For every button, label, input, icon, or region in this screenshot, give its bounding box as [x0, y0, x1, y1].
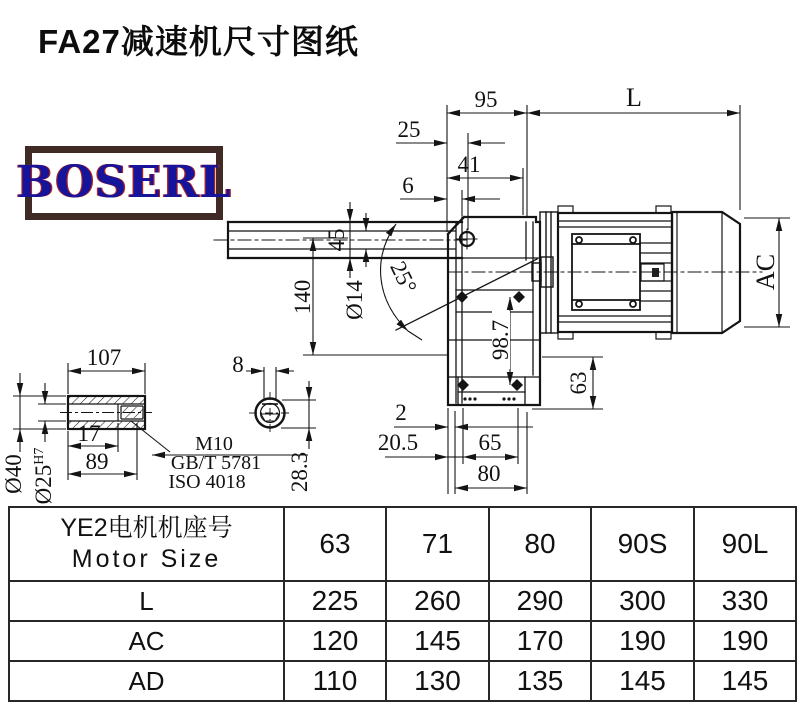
dim-L-label: L — [626, 83, 642, 112]
dim-65-label: 65 — [478, 430, 502, 455]
table-cell: 260 — [386, 581, 489, 621]
hollow-shaft-detail — [60, 396, 152, 429]
table-cell: 130 — [386, 661, 489, 701]
table-cell: 145 — [386, 621, 489, 661]
table-row-AC — [9, 621, 796, 661]
table-cell: 145 — [694, 661, 796, 701]
table-cell: 225 — [284, 581, 386, 621]
frame-size-90S: 90S — [591, 507, 694, 581]
table-cell: 290 — [489, 581, 591, 621]
table-cell: 110 — [284, 661, 386, 701]
dim-28-3-label: 28.3 — [287, 451, 313, 493]
dim-41-label: 41 — [457, 152, 481, 177]
table-cell: 170 — [489, 621, 591, 661]
dim-dia40-label: Ø40 — [1, 454, 27, 494]
dim-6-label: 6 — [402, 173, 414, 198]
dim-140-label: 140 — [290, 279, 316, 315]
table-row-L — [9, 581, 796, 621]
motor-size-header-cell — [9, 507, 284, 581]
thread-callout-label: M10 — [195, 433, 233, 455]
frame-size-90L: 90L — [694, 507, 796, 581]
dim-95-label: 95 — [474, 87, 498, 112]
dim-89-label: 89 — [85, 449, 109, 474]
frame-size-63: 63 — [284, 507, 386, 581]
table-cell: 120 — [284, 621, 386, 661]
table-cell: 330 — [694, 581, 796, 621]
table-cell: 145 — [591, 661, 694, 701]
dim-107-label: 107 — [86, 345, 122, 370]
page-title: FA27减速机尺寸图纸 — [38, 23, 359, 60]
standard-gbt-label: GB/T 5781 — [170, 452, 262, 474]
motor-size-table — [8, 506, 797, 702]
dim-AC-label: AC — [751, 253, 781, 291]
table-cell: 300 — [591, 581, 694, 621]
table-cell: 135 — [489, 661, 591, 701]
technical-drawing — [0, 80, 800, 506]
standard-iso-label: ISO 4018 — [168, 471, 246, 493]
dim-80-label: 80 — [477, 461, 501, 486]
row-label-L: L — [9, 581, 284, 621]
row-label-AD: AD — [9, 661, 284, 701]
row-label-AC: AC — [9, 621, 284, 661]
dim-2-label: 2 — [395, 400, 407, 425]
dim-63-label: 63 — [566, 371, 592, 395]
table-row-AD — [9, 661, 796, 701]
dim-25-label: 25 — [397, 117, 421, 142]
dim-dia14-label: Ø14 — [342, 280, 368, 320]
dim-20-5-label: 20.5 — [377, 430, 419, 455]
dim-dia25-label: $Ø25^{H7}$ — [31, 447, 57, 505]
dim-17-label: 17 — [77, 421, 101, 446]
table-header-row — [9, 507, 796, 581]
frame-size-71: 71 — [386, 507, 489, 581]
motor-size-header-en: Motor Size — [71, 545, 222, 573]
dim-8-label: 8 — [232, 352, 244, 377]
motor-size-header-cjk: YE2电机机座号 — [60, 513, 233, 542]
dim-98-7-label: 98.7 — [488, 319, 514, 361]
table-cell: 190 — [694, 621, 796, 661]
dim-45-label: 45 — [324, 228, 350, 252]
brand-logo-text: BOSERL — [16, 157, 232, 208]
table-cell: 190 — [591, 621, 694, 661]
frame-size-80: 80 — [489, 507, 591, 581]
dim-angle25-label: 25° — [385, 257, 422, 298]
